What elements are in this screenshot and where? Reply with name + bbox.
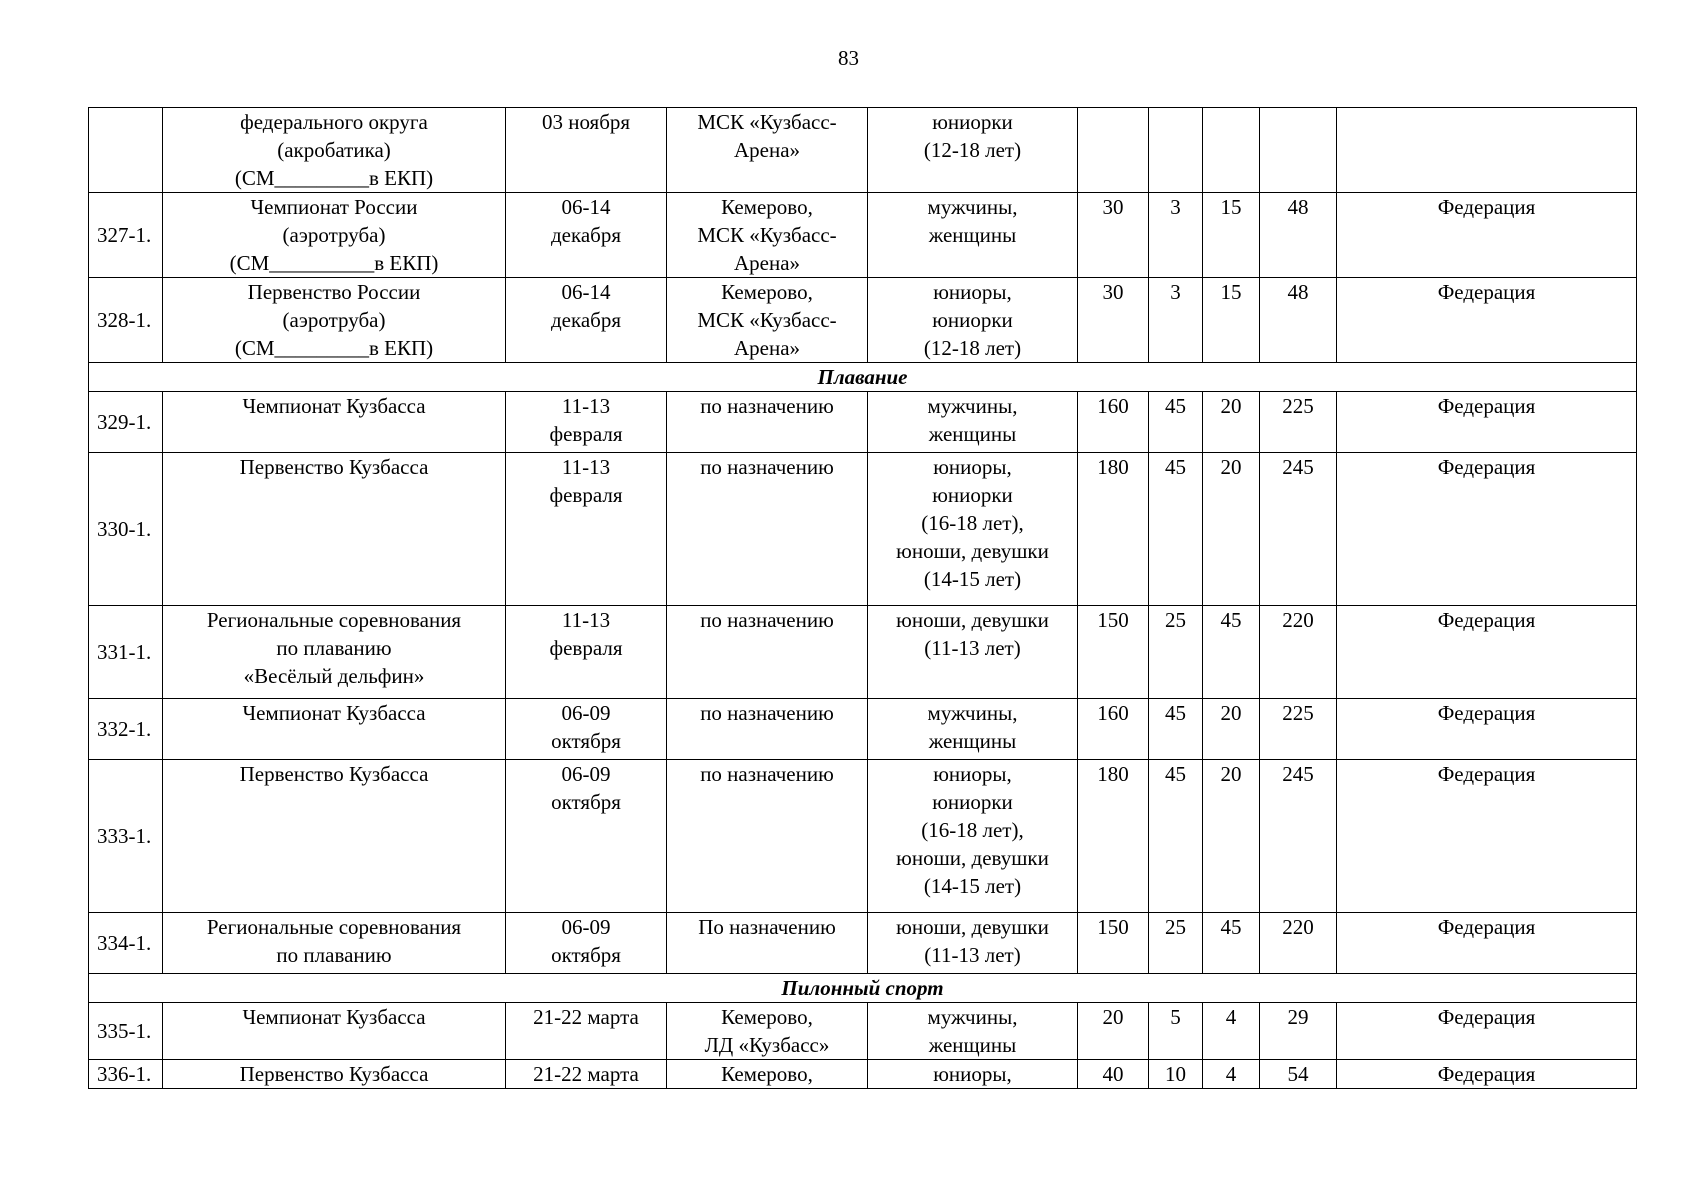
event-name-line: Чемпионат Кузбасса bbox=[242, 394, 426, 418]
event-dates-line: 06-09 bbox=[561, 701, 611, 725]
event-dates-line: 06-14 bbox=[561, 280, 611, 304]
count-total: 48 bbox=[1260, 193, 1337, 278]
count-c: 20 bbox=[1203, 453, 1260, 606]
participant-group-line: (12-18 лет) bbox=[923, 336, 1022, 360]
event-place bbox=[667, 108, 868, 193]
count-c: 20 bbox=[1203, 760, 1260, 913]
table-body bbox=[89, 108, 1637, 1089]
participant-group-line: (14-15 лет) bbox=[923, 567, 1022, 591]
table-row bbox=[89, 193, 1637, 278]
count-a: 150 bbox=[1078, 606, 1149, 699]
event-name-line: (СМ_________в ЕКП) bbox=[234, 166, 434, 190]
event-place-line: По назначению bbox=[698, 915, 836, 939]
table-row bbox=[89, 606, 1637, 699]
row-number: 330-1. bbox=[89, 453, 163, 606]
section-header-row bbox=[89, 363, 1637, 392]
event-dates bbox=[506, 1060, 667, 1089]
event-name-line: Региональные соревнования bbox=[206, 915, 462, 939]
participant-group-line: юниоры, bbox=[933, 455, 1012, 479]
table-row bbox=[89, 1003, 1637, 1060]
event-dates-line: октября bbox=[551, 790, 621, 814]
event-name bbox=[163, 1003, 506, 1060]
participant-group-line: (14-15 лет) bbox=[923, 874, 1022, 898]
event-place bbox=[667, 699, 868, 760]
row-number: 327-1. bbox=[89, 193, 163, 278]
organizer: Федерация bbox=[1337, 913, 1637, 974]
count-c bbox=[1203, 108, 1260, 193]
count-c: 20 bbox=[1203, 699, 1260, 760]
event-place-line: Арена» bbox=[733, 251, 801, 275]
event-name-line: Региональные соревнования bbox=[206, 608, 462, 632]
count-b: 3 bbox=[1149, 278, 1203, 363]
participant-group-line: мужчины, bbox=[927, 195, 1018, 219]
event-dates-line: 21-22 марта bbox=[533, 1005, 639, 1029]
table-row bbox=[89, 278, 1637, 363]
event-place-line: МСК «Кузбасс- bbox=[697, 223, 837, 247]
event-place-line: ЛД «Кузбасс» bbox=[704, 1033, 830, 1057]
participant-group bbox=[868, 392, 1078, 453]
organizer: Федерация bbox=[1337, 699, 1637, 760]
count-total: 225 bbox=[1260, 392, 1337, 453]
event-dates bbox=[506, 699, 667, 760]
count-b: 5 bbox=[1149, 1003, 1203, 1060]
event-place-line: по назначению bbox=[700, 455, 834, 479]
event-name-line: (аэротруба) bbox=[282, 308, 386, 332]
event-place-line: Кемерово, bbox=[721, 1062, 813, 1086]
count-a: 180 bbox=[1078, 760, 1149, 913]
count-a: 180 bbox=[1078, 453, 1149, 606]
event-place bbox=[667, 606, 868, 699]
row-number: 336-1. bbox=[89, 1060, 163, 1089]
organizer: Федерация bbox=[1337, 193, 1637, 278]
event-place-line: по назначению bbox=[700, 608, 834, 632]
event-dates bbox=[506, 453, 667, 606]
event-name bbox=[163, 606, 506, 699]
participant-group bbox=[868, 1003, 1078, 1060]
section-header-row bbox=[89, 974, 1637, 1003]
count-total: 29 bbox=[1260, 1003, 1337, 1060]
row-number: 334-1. bbox=[89, 913, 163, 974]
event-place bbox=[667, 1003, 868, 1060]
event-dates-line: октября bbox=[551, 729, 621, 753]
event-dates bbox=[506, 760, 667, 913]
count-b: 45 bbox=[1149, 392, 1203, 453]
row-number: 335-1. bbox=[89, 1003, 163, 1060]
organizer: Федерация bbox=[1337, 760, 1637, 913]
event-dates bbox=[506, 108, 667, 193]
event-name-line: Чемпионат Кузбасса bbox=[242, 1005, 426, 1029]
event-name bbox=[163, 392, 506, 453]
count-a: 30 bbox=[1078, 278, 1149, 363]
count-a: 30 bbox=[1078, 193, 1149, 278]
page-number: 83 bbox=[838, 46, 859, 70]
count-b: 25 bbox=[1149, 913, 1203, 974]
participant-group-line: юниоры, bbox=[933, 1062, 1012, 1086]
event-dates bbox=[506, 1003, 667, 1060]
event-name bbox=[163, 699, 506, 760]
event-name-line: (акробатика) bbox=[277, 138, 391, 162]
count-c: 15 bbox=[1203, 193, 1260, 278]
organizer bbox=[1337, 108, 1637, 193]
event-place bbox=[667, 278, 868, 363]
participant-group-line: женщины bbox=[928, 223, 1017, 247]
participant-group bbox=[868, 278, 1078, 363]
count-b: 3 bbox=[1149, 193, 1203, 278]
section-title: Пилонный спорт bbox=[89, 974, 1637, 1003]
event-name bbox=[163, 108, 506, 193]
event-place-line: Кемерово, bbox=[721, 195, 813, 219]
participant-group-line: мужчины, bbox=[927, 1005, 1018, 1029]
event-name-line: по плаванию bbox=[276, 636, 392, 660]
event-name-line: по плаванию bbox=[276, 943, 392, 967]
event-place-line: по назначению bbox=[700, 762, 834, 786]
participant-group-line: юниорки bbox=[932, 110, 1013, 134]
event-dates bbox=[506, 913, 667, 974]
event-name-line: Чемпионат Кузбасса bbox=[242, 701, 426, 725]
count-total: 220 bbox=[1260, 913, 1337, 974]
count-b: 10 bbox=[1149, 1060, 1203, 1089]
count-c: 15 bbox=[1203, 278, 1260, 363]
count-a: 150 bbox=[1078, 913, 1149, 974]
participant-group-line: юниорки bbox=[932, 483, 1013, 507]
row-number: 333-1. bbox=[89, 760, 163, 913]
participant-group-line: юниоры, bbox=[933, 280, 1012, 304]
event-name-line: Первенство Кузбасса bbox=[239, 1062, 429, 1086]
event-name-line: Чемпионат России bbox=[250, 195, 418, 219]
event-name-line: (СМ__________в ЕКП) bbox=[229, 251, 439, 275]
table-row bbox=[89, 108, 1637, 193]
participant-group bbox=[868, 1060, 1078, 1089]
event-dates bbox=[506, 193, 667, 278]
count-a: 160 bbox=[1078, 699, 1149, 760]
row-number bbox=[89, 108, 163, 193]
event-dates-line: февраля bbox=[549, 636, 623, 660]
event-dates-line: 06-09 bbox=[561, 915, 611, 939]
event-dates-line: 11-13 bbox=[561, 394, 611, 418]
event-place bbox=[667, 1060, 868, 1089]
event-name-line: (аэротруба) bbox=[282, 223, 386, 247]
event-place bbox=[667, 913, 868, 974]
count-total: 54 bbox=[1260, 1060, 1337, 1089]
count-a: 160 bbox=[1078, 392, 1149, 453]
participant-group-line: (11-13 лет) bbox=[924, 943, 1021, 967]
count-a: 40 bbox=[1078, 1060, 1149, 1089]
participant-group-line: (16-18 лет), bbox=[921, 511, 1024, 535]
participant-group-line: юноши, девушки bbox=[896, 608, 1049, 632]
event-dates-line: декабря bbox=[550, 223, 622, 247]
participant-group-line: юниоры, bbox=[933, 762, 1012, 786]
event-place-line: по назначению bbox=[700, 701, 834, 725]
participant-group-line: юноши, девушки bbox=[896, 846, 1049, 870]
participant-group-line: юноши, девушки bbox=[896, 915, 1049, 939]
count-c: 20 bbox=[1203, 392, 1260, 453]
participant-group-line: женщины bbox=[928, 1033, 1017, 1057]
event-dates-line: 11-13 bbox=[561, 608, 611, 632]
event-dates bbox=[506, 278, 667, 363]
event-dates-line: февраля bbox=[549, 483, 623, 507]
event-dates bbox=[506, 392, 667, 453]
event-name bbox=[163, 278, 506, 363]
organizer: Федерация bbox=[1337, 606, 1637, 699]
count-c: 4 bbox=[1203, 1060, 1260, 1089]
event-dates-line: октября bbox=[551, 943, 621, 967]
event-name-line: (СМ_________в ЕКП) bbox=[234, 336, 434, 360]
event-name-line: Первенство Кузбасса bbox=[239, 455, 429, 479]
event-name bbox=[163, 193, 506, 278]
count-a bbox=[1078, 108, 1149, 193]
participant-group bbox=[868, 453, 1078, 606]
participant-group bbox=[868, 760, 1078, 913]
table-row bbox=[89, 699, 1637, 760]
participant-group-line: юниорки bbox=[932, 308, 1013, 332]
event-place-line: Арена» bbox=[733, 138, 801, 162]
participant-group-line: (16-18 лет), bbox=[921, 818, 1024, 842]
count-total: 48 bbox=[1260, 278, 1337, 363]
participant-group-line: мужчины, bbox=[927, 701, 1018, 725]
event-place bbox=[667, 453, 868, 606]
section-title: Плавание bbox=[89, 363, 1637, 392]
event-name-line: федерального округа bbox=[240, 110, 428, 134]
event-dates-line: 06-09 bbox=[561, 762, 611, 786]
participant-group-line: женщины bbox=[928, 422, 1017, 446]
event-place bbox=[667, 392, 868, 453]
count-total: 245 bbox=[1260, 760, 1337, 913]
count-b: 45 bbox=[1149, 760, 1203, 913]
count-total: 245 bbox=[1260, 453, 1337, 606]
table-row bbox=[89, 1060, 1637, 1089]
event-dates-line: декабря bbox=[550, 308, 622, 332]
event-name bbox=[163, 453, 506, 606]
event-place-line: МСК «Кузбасс- bbox=[697, 110, 837, 134]
participant-group-line: (11-13 лет) bbox=[924, 636, 1021, 660]
event-place bbox=[667, 193, 868, 278]
organizer: Федерация bbox=[1337, 278, 1637, 363]
participant-group-line: женщины bbox=[928, 729, 1017, 753]
table-row bbox=[89, 453, 1637, 606]
participant-group bbox=[868, 606, 1078, 699]
count-c: 4 bbox=[1203, 1003, 1260, 1060]
participant-group-line: юниорки bbox=[932, 790, 1013, 814]
row-number: 332-1. bbox=[89, 699, 163, 760]
count-total: 225 bbox=[1260, 699, 1337, 760]
participant-group-line: (12-18 лет) bbox=[923, 138, 1022, 162]
event-dates-line: 06-14 bbox=[561, 195, 611, 219]
row-number: 331-1. bbox=[89, 606, 163, 699]
event-dates-line: февраля bbox=[549, 422, 623, 446]
event-name-line: Первенство России bbox=[247, 280, 421, 304]
event-place bbox=[667, 760, 868, 913]
event-place-line: МСК «Кузбасс- bbox=[697, 308, 837, 332]
event-place-line: Кемерово, bbox=[721, 280, 813, 304]
event-dates bbox=[506, 606, 667, 699]
table-row bbox=[89, 392, 1637, 453]
event-dates-line: 11-13 bbox=[561, 455, 611, 479]
participant-group-line: юноши, девушки bbox=[896, 539, 1049, 563]
count-c: 45 bbox=[1203, 606, 1260, 699]
event-name bbox=[163, 1060, 506, 1089]
organizer: Федерация bbox=[1337, 1060, 1637, 1089]
count-c: 45 bbox=[1203, 913, 1260, 974]
event-name-line: «Весёлый дельфин» bbox=[243, 664, 425, 688]
organizer: Федерация bbox=[1337, 1003, 1637, 1060]
count-b: 25 bbox=[1149, 606, 1203, 699]
count-b: 45 bbox=[1149, 453, 1203, 606]
event-place-line: Арена» bbox=[733, 336, 801, 360]
event-name-line: Первенство Кузбасса bbox=[239, 762, 429, 786]
participant-group bbox=[868, 193, 1078, 278]
count-a: 20 bbox=[1078, 1003, 1149, 1060]
row-number: 329-1. bbox=[89, 392, 163, 453]
count-total bbox=[1260, 108, 1337, 193]
table-row bbox=[89, 760, 1637, 913]
event-place-line: Кемерово, bbox=[721, 1005, 813, 1029]
event-name bbox=[163, 760, 506, 913]
count-total: 220 bbox=[1260, 606, 1337, 699]
organizer: Федерация bbox=[1337, 392, 1637, 453]
table-row bbox=[89, 913, 1637, 974]
participant-group bbox=[868, 108, 1078, 193]
count-b bbox=[1149, 108, 1203, 193]
event-dates-line: 21-22 марта bbox=[533, 1062, 639, 1086]
row-number: 328-1. bbox=[89, 278, 163, 363]
event-dates-line: 03 ноября bbox=[541, 110, 631, 134]
participant-group bbox=[868, 699, 1078, 760]
organizer: Федерация bbox=[1337, 453, 1637, 606]
count-b: 45 bbox=[1149, 699, 1203, 760]
participant-group bbox=[868, 913, 1078, 974]
event-name bbox=[163, 913, 506, 974]
events-table bbox=[88, 107, 1637, 1089]
participant-group-line: мужчины, bbox=[927, 394, 1018, 418]
event-place-line: по назначению bbox=[700, 394, 834, 418]
